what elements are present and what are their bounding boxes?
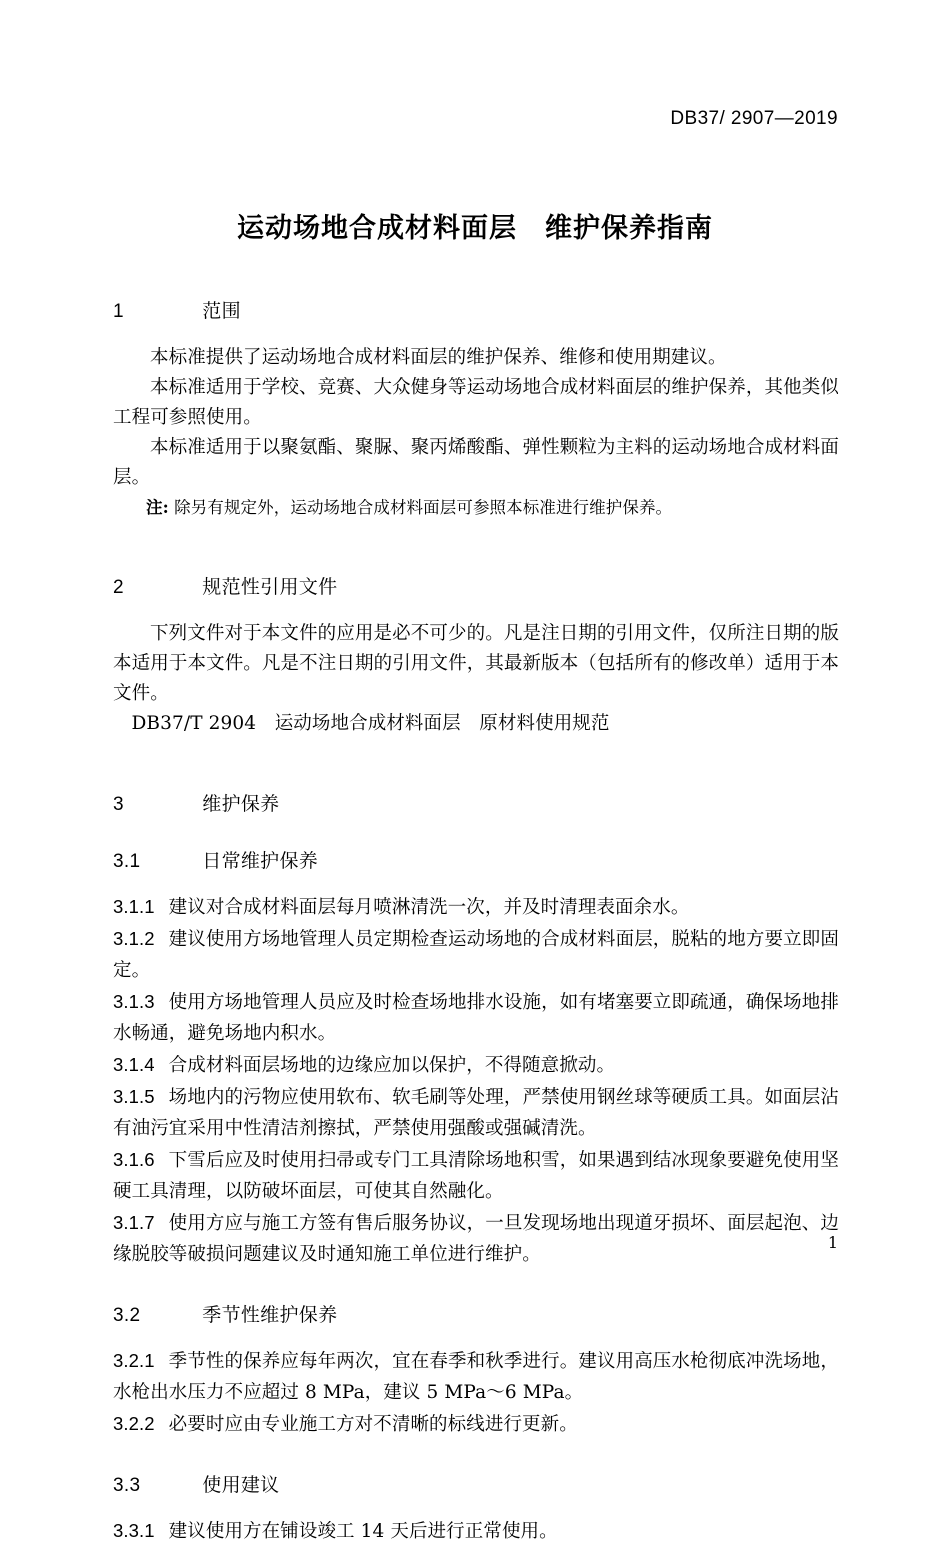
clause-number: 3.1.2 — [113, 928, 155, 949]
clause-text: 使用方场地管理人员应及时检查场地排水设施，如有堵塞要立即疏通，确保场地排水畅通，避免场地内积水。 — [113, 992, 839, 1044]
subsection-title-3-2: 季节性维护保养 — [202, 1305, 338, 1326]
subsection-heading-3-3 — [113, 1470, 839, 1497]
clause — [113, 1144, 839, 1207]
page-title: 运动场地合成材料面层 维护保养指南 — [237, 213, 713, 243]
subsection-number-3-2: 3.2 — [113, 1305, 141, 1326]
clause-text: 合成材料面层场地的边缘应加以保护，不得随意掀动。 — [168, 1055, 616, 1076]
paragraph: 下列文件对于本文件的应用是必不可少的。凡是注日期的引用文件，仅所注日期的版本适用于本文件。凡是不注日期的引用文件，其最新版本（包括所有的修改单）适用于本文件。 — [113, 623, 839, 704]
subsection-number-3-3: 3.3 — [113, 1475, 141, 1496]
section-title-3: 维护保养 — [202, 794, 280, 815]
note — [113, 493, 839, 522]
clause-number: 3.1.1 — [113, 896, 155, 917]
note-text: 除另有规定外，运动场地合成材料面层可参照本标准进行维护保养。 — [174, 498, 673, 517]
clause — [113, 1081, 839, 1144]
clause-number: 3.3.1 — [113, 1520, 155, 1541]
clause-text: 建议使用方在铺设竣工 14 天后进行正常使用。 — [168, 1521, 558, 1542]
section-title-2: 规范性引用文件 — [202, 577, 338, 598]
clause-text: 建议对合成材料面层每月喷淋清洗一次，并及时清理表面余水。 — [168, 897, 690, 918]
clause-number: 3.1.3 — [113, 991, 155, 1012]
clause-number: 3.2.1 — [113, 1350, 155, 1371]
clause-text: 季节性的保养应每年两次，宜在春季和秋季进行。建议用高压水枪彻底冲洗场地，水枪出水压力不应超过 8 MPa，建议 5 MPa～6 MPa。 — [113, 1351, 839, 1403]
normative-reference: DB37/T 2904 运动场地合成材料面层 原材料使用规范 — [131, 713, 610, 734]
page-number: 1 — [827, 1233, 838, 1252]
clause-text: 建议使用方场地管理人员定期检查运动场地的合成材料面层，脱粘的地方要立即固定。 — [113, 929, 839, 981]
clause-text: 场地内的污物应使用软布、软毛刷等处理，严禁使用钢丝球等硬质工具。如面层沾有油污宜采用中性清洁剂擦拭，严禁使用强酸或强碱清洗。 — [113, 1087, 839, 1139]
section-number-2: 2 — [113, 577, 124, 598]
clause — [113, 1207, 839, 1270]
clause — [113, 1049, 839, 1081]
paragraph: 本标准提供了运动场地合成材料面层的维护保养、维修和使用期建议。 — [150, 347, 727, 368]
clause-number: 3.1.4 — [113, 1054, 155, 1075]
clause-number: 3.1.5 — [113, 1086, 155, 1107]
clause-text: 必要时应由专业施工方对不清晰的标线进行更新。 — [168, 1414, 578, 1435]
clause — [113, 891, 839, 923]
paragraph: 本标准适用于学校、竞赛、大众健身等运动场地合成材料面层的维护保养，其他类似工程可参照使用。 — [113, 377, 839, 428]
clause-text: 使用方应与施工方签有售后服务协议，一旦发现场地出现道牙损坏、面层起泡、边缘脱胶等破损问题建议及时通知施工单位进行维护。 — [113, 1213, 839, 1265]
document-body — [113, 296, 839, 1547]
section-heading-2 — [113, 572, 839, 599]
subsection-number-3-1: 3.1 — [113, 851, 141, 872]
clause — [113, 1515, 839, 1547]
section-heading-3 — [113, 789, 839, 816]
subsection-title-3-1: 日常维护保养 — [202, 851, 319, 872]
clause-text: 下雪后应及时使用扫帚或专门工具清除场地积雪，如果遇到结冰现象要避免使用坚硬工具清理，以防破坏面层，可使其自然融化。 — [113, 1150, 839, 1202]
clause-number: 3.1.7 — [113, 1212, 155, 1233]
standard-code: DB37/ 2907—2019 — [670, 108, 838, 129]
clause — [113, 923, 839, 986]
section-number-3: 3 — [113, 794, 124, 815]
clause — [113, 1345, 839, 1408]
section-title-1: 范围 — [202, 301, 241, 322]
subsection-heading-3-1 — [113, 846, 839, 873]
clause-number: 3.1.6 — [113, 1149, 155, 1170]
section-number-1: 1 — [113, 301, 124, 322]
clause — [113, 986, 839, 1049]
section-heading-1 — [113, 296, 839, 323]
note-label: 注: — [146, 498, 169, 517]
subsection-heading-3-2 — [113, 1300, 839, 1327]
subsection-title-3-3: 使用建议 — [202, 1475, 280, 1496]
clause-number: 3.2.2 — [113, 1413, 155, 1434]
clause — [113, 1408, 839, 1440]
paragraph: 本标准适用于以聚氨酯、聚脲、聚丙烯酸酯、弹性颗粒为主料的运动场地合成材料面层。 — [113, 437, 839, 488]
running-header — [113, 108, 838, 130]
